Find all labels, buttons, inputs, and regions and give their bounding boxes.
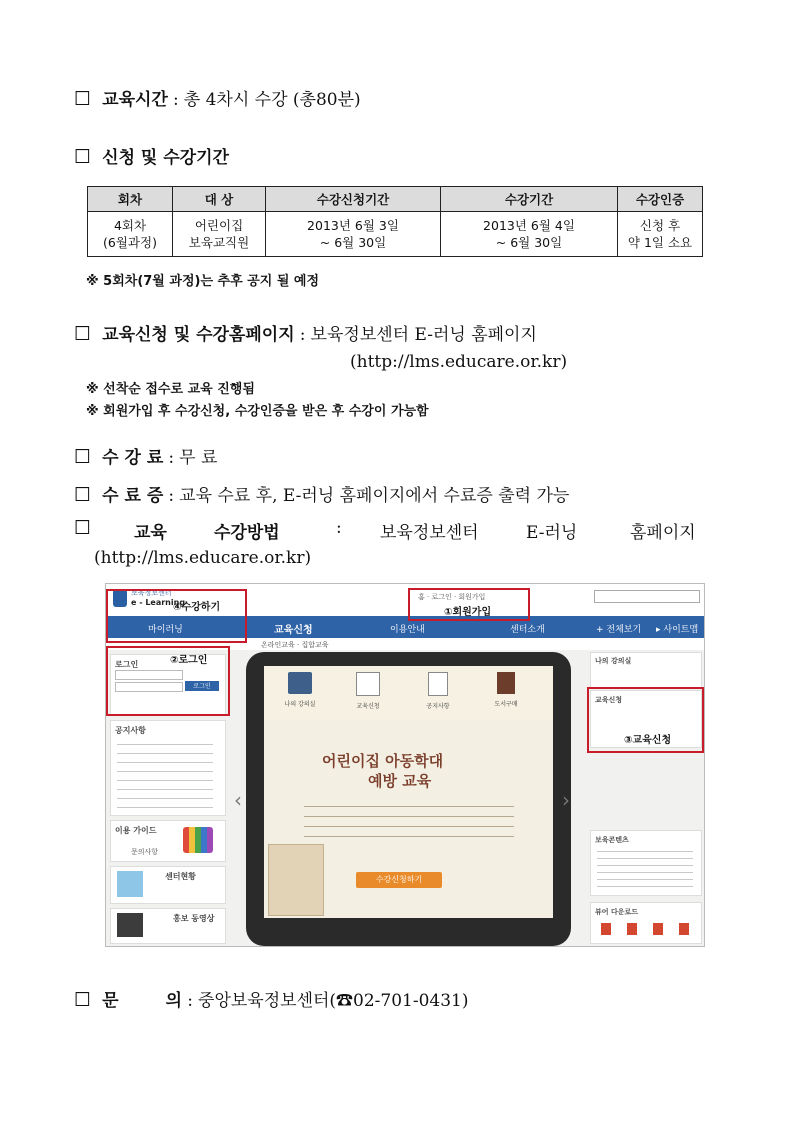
method-label-1: 교육 xyxy=(134,523,167,543)
notice-title: 공지사항 xyxy=(115,726,146,735)
contact-label-1: 문 xyxy=(102,991,119,1011)
method-value-1: 보육정보센터 xyxy=(380,523,479,543)
step1-label: ①회원가입 xyxy=(444,607,492,618)
next-arrow-icon[interactable]: › xyxy=(562,788,570,812)
cell-target: 어린이집 보육교직원 xyxy=(173,212,266,257)
map-icon xyxy=(117,871,143,897)
checkbox-icon: ☐ xyxy=(74,323,92,345)
method-url[interactable]: (http://lms.educare.or.kr) xyxy=(94,548,312,568)
fee-value: 무 료 xyxy=(179,448,218,468)
logo-bottom: e - Learning xyxy=(131,598,186,607)
apply-button[interactable]: 수강신청하기 xyxy=(356,872,442,888)
logo-top: 보육정보센터 xyxy=(131,589,172,597)
colon: : xyxy=(299,325,306,345)
guide-faq[interactable]: 문의사항 xyxy=(131,848,159,856)
method-line xyxy=(74,517,706,543)
colon: : xyxy=(168,448,175,468)
cert-value: 교육 수료 후, E-러닝 홈페이지에서 수료증 출력 가능 xyxy=(179,486,570,506)
checkbox-icon: ☐ xyxy=(74,88,92,110)
video-icon xyxy=(117,913,143,937)
content-panel xyxy=(590,830,702,896)
nav-sitemap[interactable]: ▸ 사이트맵 xyxy=(656,625,699,635)
nav-all[interactable]: + 전체보기 xyxy=(596,625,642,635)
tablet-banner xyxy=(234,652,571,946)
table-row xyxy=(88,212,703,257)
promo-panel xyxy=(110,908,226,944)
my-class-title: 나의 강의실 xyxy=(595,657,632,665)
notice-panel xyxy=(110,720,226,816)
cell-auth: 신청 후 약 1일 소요 xyxy=(618,212,703,257)
header-auth: 수강인증 xyxy=(618,187,703,212)
header-session: 회차 xyxy=(88,187,173,212)
header-target: 대 상 xyxy=(173,187,266,212)
login-button[interactable]: 로그인 xyxy=(185,681,219,691)
step3-label: ③교육신청 xyxy=(624,735,672,746)
banner-title-1: 어린이집 아동학대 xyxy=(322,752,444,770)
colon: : xyxy=(187,991,193,1011)
edu-time-line xyxy=(74,85,361,110)
contact-line xyxy=(74,986,469,1011)
book-icon xyxy=(288,672,312,694)
header-course-period: 수강기간 xyxy=(441,187,618,212)
center-title: 센터현황 xyxy=(165,872,196,881)
shelf-image xyxy=(268,844,324,916)
guide-title: 이용 가이드 xyxy=(115,826,157,835)
viewer-icons[interactable] xyxy=(601,923,691,935)
period-label: 신청 및 수강기간 xyxy=(102,148,229,168)
promo-title: 홍보 동영상 xyxy=(173,914,215,923)
colon: : xyxy=(336,518,342,538)
checkbox-icon: ☐ xyxy=(74,517,92,539)
notepad-icon xyxy=(428,672,448,696)
tablet-screen xyxy=(264,666,553,918)
site-value: 보육정보센터 E-러닝 홈페이지 xyxy=(310,325,537,345)
checkbox-icon: ☐ xyxy=(74,446,92,468)
note-next-session: ※ 5회차(7월 과정)는 추후 공지 될 예정 xyxy=(86,274,320,289)
cert-label: 수 료 증 xyxy=(102,486,164,506)
banner-title-2: 예방 교육 xyxy=(368,772,432,790)
edu-apply-title: 교육신청 xyxy=(595,696,623,704)
colon: : xyxy=(168,486,175,506)
edu-time-label: 교육시간 xyxy=(102,90,168,110)
content-lines xyxy=(597,847,693,891)
method-value-2: E-러닝 xyxy=(526,523,578,543)
center-panel xyxy=(110,866,226,904)
header-apply-period: 수강신청기간 xyxy=(266,187,441,212)
content-title: 보육콘텐츠 xyxy=(595,836,629,844)
login-title: 로그인 xyxy=(115,660,139,669)
site-url[interactable]: (http://lms.educare.or.kr) xyxy=(350,352,568,372)
step2-label: ②로그인 xyxy=(170,655,208,666)
colon: : xyxy=(172,90,179,110)
website-screenshot xyxy=(105,583,705,947)
icon-row xyxy=(264,666,553,720)
note-register: ※ 회원가입 후 수강신청, 수강인증을 받은 후 수강이 가능함 xyxy=(86,404,429,419)
prev-arrow-icon[interactable]: ‹ xyxy=(234,788,242,812)
checkbox-icon: ☐ xyxy=(74,989,92,1011)
search-box[interactable] xyxy=(594,590,700,603)
calendar-icon xyxy=(356,672,380,696)
site-label: 교육신청 및 수강홈페이지 xyxy=(102,325,295,345)
cert-line xyxy=(74,481,569,506)
nav-my-learning[interactable]: 마이러닝 xyxy=(148,625,183,635)
contact-label-2: 의 xyxy=(165,991,183,1011)
sub-nav: 온라인교육 · 집합교육 xyxy=(106,638,704,650)
method-value-3: 홈페이지 xyxy=(630,523,696,543)
cell-session: 4회차 (6월과정) xyxy=(88,212,173,257)
guide-panel xyxy=(110,820,226,862)
fee-label: 수 강 료 xyxy=(102,448,164,468)
contact-value: 중앙보육정보센터(☎02-701-0431) xyxy=(198,991,469,1011)
schedule-table xyxy=(87,186,703,257)
cell-apply-period: 2013년 6월 3일 ~ 6월 30일 xyxy=(266,212,441,257)
edu-time-value: 총 4차시 수강 (총80분) xyxy=(183,90,361,110)
checkbox-icon: ☐ xyxy=(74,484,92,506)
icon-my-class[interactable]: 나의 강의실 xyxy=(278,672,322,708)
cell-course-period: 2013년 6월 4일 ~ 6월 30일 xyxy=(441,212,618,257)
icon-apply[interactable]: 교육신청 xyxy=(346,672,390,710)
viewer-panel xyxy=(590,902,702,944)
top-links[interactable]: 홈 · 로그인 · 회원가입 xyxy=(418,593,486,601)
step4-label: ④수강하기 xyxy=(173,602,221,613)
nav-center[interactable]: 센터소개 xyxy=(510,625,545,635)
nav-apply[interactable]: 교육신청 xyxy=(274,625,313,636)
icon-notice[interactable]: 공지사항 xyxy=(416,672,460,710)
checkbox-icon: ☐ xyxy=(74,146,92,168)
pencil-icon xyxy=(183,827,213,853)
table-header-row xyxy=(88,187,703,212)
notice-lines xyxy=(117,739,213,809)
my-class-panel xyxy=(590,652,702,688)
highlight-login xyxy=(106,646,230,716)
books-icon xyxy=(497,672,515,694)
method-label-2: 수강방법 xyxy=(214,523,280,543)
banner-text xyxy=(304,800,514,842)
note-first-come: ※ 선착순 접수로 교육 진행됨 xyxy=(86,382,255,397)
site-line xyxy=(74,320,537,345)
period-heading xyxy=(74,143,229,168)
viewer-title: 뷰어 다운로드 xyxy=(595,908,639,916)
nav-guide[interactable]: 이용안내 xyxy=(390,625,425,635)
icon-books[interactable]: 도서구매 xyxy=(484,672,528,708)
fee-line xyxy=(74,443,217,468)
